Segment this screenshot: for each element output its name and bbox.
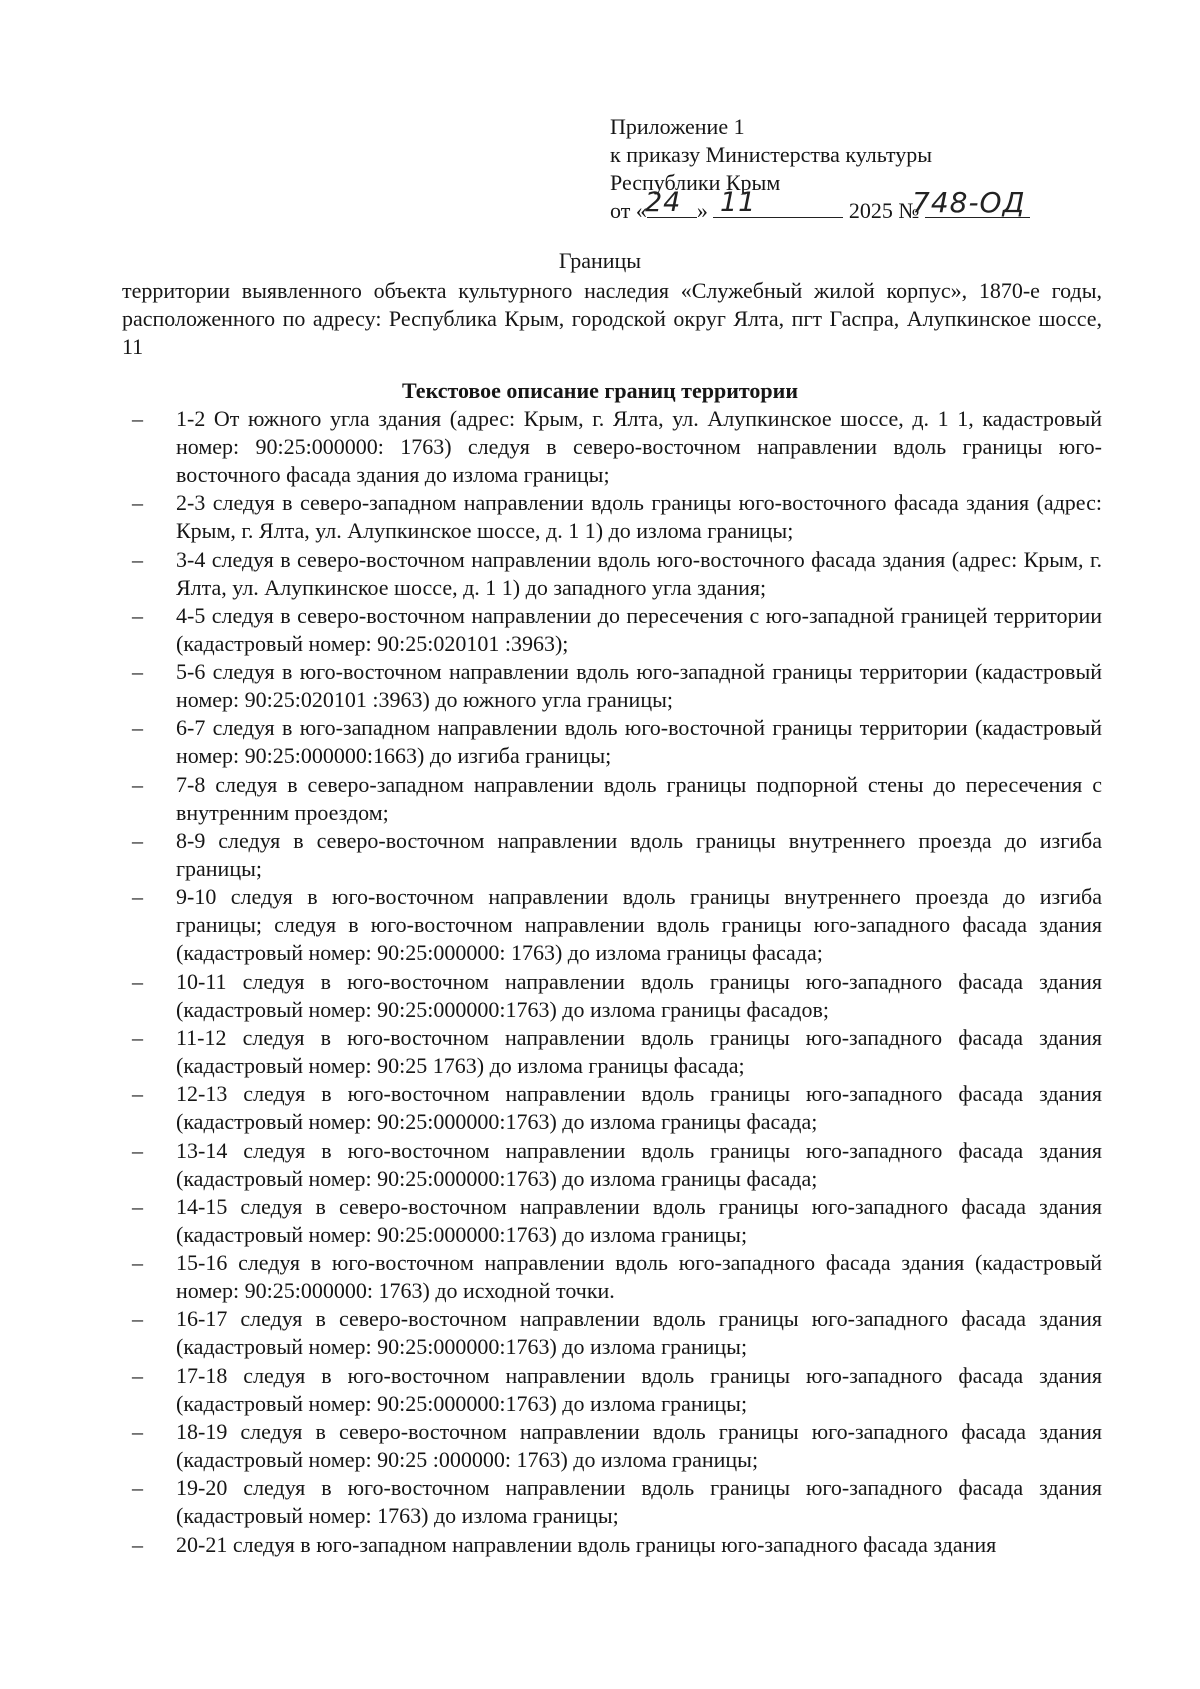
list-dash: – <box>132 1419 143 1445</box>
document-subject: территории выявленного объекта культурного наследия «Служебный жилой корпус», 1870-е годы, расположенного по адресу: Республика Крым, городской округ Ялта, пгт Гаспра, Алупкинское шоссе, 11 <box>122 278 1102 359</box>
list-item-text: 5-6 следуя в юго-восточном направлении вдоль юго-западной границы территории (кадастровый номер: 90:25:020101 :3963) до южного угла границы; <box>176 659 1102 713</box>
list-item <box>132 1362 1102 1418</box>
handwritten-order-number: 748-ОД <box>912 186 1026 219</box>
year-number-label: 2025 № <box>848 198 920 223</box>
date-prefix: от « <box>610 198 647 223</box>
annex-header <box>610 113 1110 225</box>
handwritten-month: 11 <box>720 187 757 218</box>
list-item-text: 10-11 следуя в юго-восточном направлении вдоль границы юго-западного фасада здания (кадастровый номер: 90:25:000000:1763) до излома границы фасадов; <box>176 968 1102 1022</box>
list-item-text: 13-14 следуя в юго-восточном направлении вдоль границы юго-западного фасада здания (кадастровый номер: 90:25:000000:1763) до излома границы фасада; <box>176 1137 1102 1191</box>
list-item <box>132 658 1102 714</box>
list-dash: – <box>132 1137 143 1163</box>
list-item <box>132 546 1102 602</box>
list-dash: – <box>132 1250 143 1276</box>
list-item <box>132 1249 1102 1305</box>
list-item-text: 11-12 следуя в юго-восточном направлении вдоль границы юго-западного фасада здания (кадастровый номер: 90:25 1763) до излома границы фасада; <box>176 1024 1102 1078</box>
list-item <box>132 968 1102 1024</box>
list-item-text: 14-15 следуя в северо-восточном направлении вдоль границы юго-западного фасада здания (кадастровый номер: 90:25:000000:1763) до излома границы; <box>176 1193 1102 1247</box>
list-dash: – <box>132 968 143 994</box>
list-item <box>132 1305 1102 1361</box>
list-dash: – <box>132 771 143 797</box>
list-dash: – <box>132 1531 143 1557</box>
list-dash: – <box>132 715 143 741</box>
handwritten-day: 24 <box>645 187 682 218</box>
list-item <box>132 1193 1102 1249</box>
list-dash: – <box>132 884 143 910</box>
annex-order-ref: к приказу Министерства культуры <box>610 142 933 167</box>
annex-republic: Республики Крым <box>610 170 781 195</box>
list-item <box>132 1531 1102 1559</box>
list-item-text: 6-7 следуя в юго-западном направлении вдоль юго-восточной границы территории (кадастровый номер: 90:25:000000:1663) до изгиба границы; <box>176 715 1102 769</box>
list-dash: – <box>132 1081 143 1107</box>
annex-title: Приложение 1 <box>610 114 745 139</box>
list-dash: – <box>132 1306 143 1332</box>
list-item <box>132 827 1102 883</box>
list-item <box>132 1474 1102 1530</box>
list-item-text: 2-3 следуя в северо-западном направлении вдоль границы юго-восточного фасада здания (адрес: Крым, г. Ялта, ул. Алупкинское шоссе, д. 1 1) до излома границы; <box>176 490 1102 544</box>
annex-date-line <box>610 186 1110 225</box>
list-dash: – <box>132 1193 143 1219</box>
list-item <box>132 1418 1102 1474</box>
list-dash: – <box>132 828 143 854</box>
list-item <box>132 1080 1102 1136</box>
list-item <box>132 489 1102 545</box>
list-item <box>132 883 1102 967</box>
list-item <box>132 1024 1102 1080</box>
list-item-text: 12-13 следуя в юго-восточном направлении вдоль границы юго-западного фасада здания (кадастровый номер: 90:25:000000:1763) до излома границы фасада; <box>176 1081 1102 1135</box>
date-mid: » <box>696 198 708 223</box>
list-item <box>132 771 1102 827</box>
list-item-text: 20-21 следуя в юго-западном направлении вдоль границы юго-западного фасада здания <box>176 1531 997 1557</box>
list-dash: – <box>132 490 143 516</box>
list-item-text: 8-9 следуя в северо-восточном направлении вдоль границы внутреннего проезда до изгиба границы; <box>176 828 1102 882</box>
list-dash: – <box>132 546 143 572</box>
list-item-text: 18-19 следуя в северо-восточном направлении вдоль границы юго-западного фасада здания (кадастровый номер: 90:25 :000000: 1763) до излома границы; <box>176 1419 1102 1473</box>
list-item-text: 15-16 следуя в юго-восточном направлении вдоль юго-западного фасада здания (кадастровый номер: 90:25:000000: 1763) до исходной точки. <box>176 1250 1102 1304</box>
list-dash: – <box>132 1024 143 1050</box>
list-item <box>132 1137 1102 1193</box>
list-item <box>132 405 1102 489</box>
boundary-description-list <box>132 405 1102 1559</box>
list-dash: – <box>132 1475 143 1501</box>
list-item-text: 3-4 следуя в северо-восточном направлении вдоль юго-восточного фасада здания (адрес: Крым, г. Ялта, ул. Алупкинское шоссе, д. 1 1) до западного угла здания; <box>176 546 1102 600</box>
list-item <box>132 602 1102 658</box>
list-item-text: 16-17 следуя в северо-восточном направлении вдоль границы юго-западного фасада здания (кадастровый номер: 90:25:000000:1763) до излома границы; <box>176 1306 1102 1360</box>
list-item-text: 7-8 следуя в северо-западном направлении вдоль границы подпорной стены до пересечения с внутренним проездом; <box>176 771 1102 825</box>
section-title: Текстовое описание границ территории <box>401 378 799 403</box>
list-dash: – <box>132 1362 143 1388</box>
list-dash: – <box>132 602 143 628</box>
list-item <box>132 714 1102 770</box>
list-item-text: 4-5 следуя в северо-восточном направлении до пересечения с юго-западной границей территории (кадастровый номер: 90:25:020101 :3963); <box>176 602 1102 656</box>
list-dash: – <box>132 406 143 431</box>
list-item-text: 19-20 следуя в юго-восточном направлении вдоль границы юго-западного фасада здания (кадастровый номер: 1763) до излома границы; <box>176 1475 1102 1529</box>
list-item-text: 9-10 следуя в юго-восточном направлении вдоль границы внутреннего проезда до изгиба границы; следуя в юго-восточном направлении вдоль границы юго-западного фасада здания (кадастровый номер: 90:25:000000: 1763) до излома границы фасада; <box>176 884 1102 966</box>
list-item-text: 17-18 следуя в юго-восточном направлении вдоль границы юго-западного фасада здания (кадастровый номер: 90:25:000000:1763) до излома границы; <box>176 1362 1102 1416</box>
list-item-text: 1-2 От южного угла здания (адрес: Крым, г. Ялта, ул. Алупкинское шоссе, д. 1 1, кадастровый номер: 90:25:000000: 1763) следуя в северо-восточном направлении вдоль границы юго-восточного фасада здания до излома границы; <box>176 406 1102 487</box>
list-dash: – <box>132 659 143 685</box>
document-heading: Границы <box>558 248 642 273</box>
